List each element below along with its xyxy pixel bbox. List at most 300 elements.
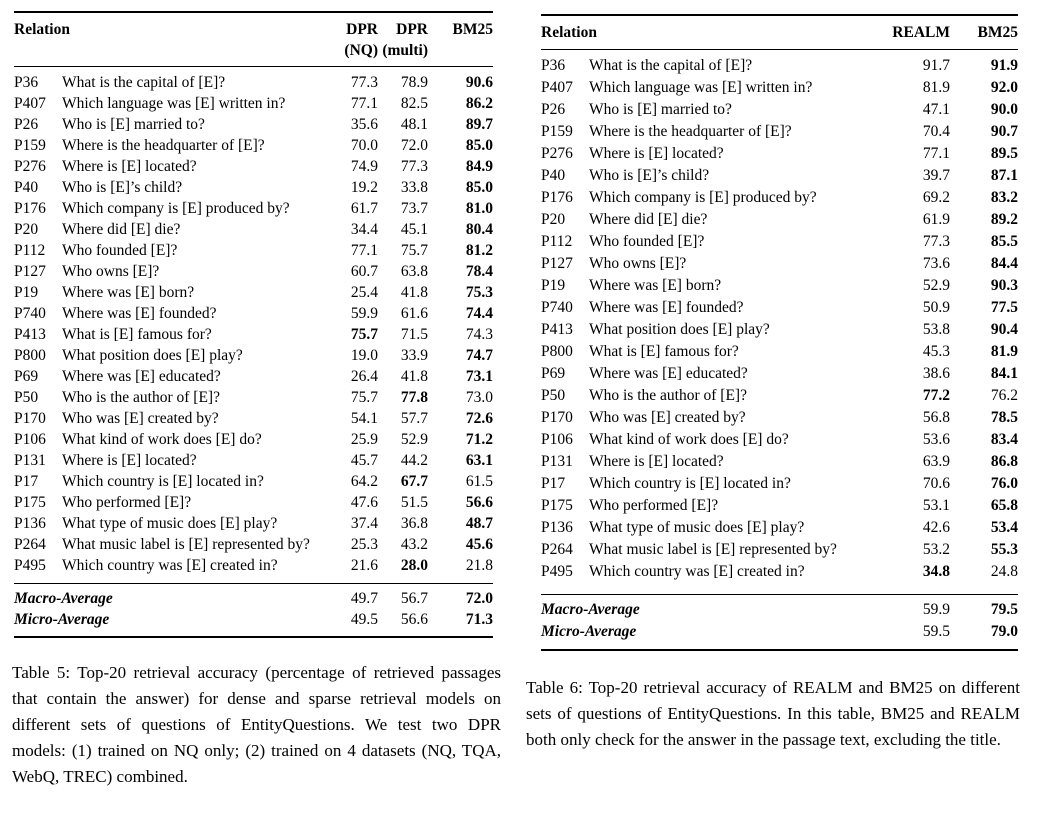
- score-value: 26.4: [350, 368, 378, 385]
- table-row: [14, 324, 493, 345]
- column-header-relation: [14, 12, 338, 67]
- relation-id: P413: [541, 321, 573, 338]
- score-value: 54.1: [350, 410, 378, 427]
- average-value: 56.7: [400, 590, 428, 607]
- question-template: Where is the headquarter of [E]?: [589, 123, 792, 140]
- table-row: [541, 165, 1018, 187]
- score-value: 77.3: [400, 158, 428, 175]
- score-value: 77.2: [922, 387, 950, 404]
- score-value: 82.5: [400, 95, 428, 112]
- score-value: 56.8: [922, 409, 950, 426]
- table-row: [14, 429, 493, 450]
- left-column: [12, 0, 501, 790]
- question-template: Where was [E] born?: [62, 284, 195, 301]
- table-row: [14, 93, 493, 114]
- score-value: 76.0: [990, 475, 1018, 492]
- score-value: 72.0: [400, 137, 428, 154]
- average-value: 59.5: [922, 623, 950, 640]
- question-template: Where was [E] founded?: [589, 299, 744, 316]
- relation-id: P127: [14, 263, 46, 280]
- relation-id: P800: [541, 343, 573, 360]
- question-template: Who is [E]’s child?: [589, 167, 710, 184]
- score-value: 48.7: [465, 515, 493, 532]
- question-template: What type of music does [E] play?: [62, 515, 278, 532]
- score-value: 77.3: [922, 233, 950, 250]
- score-value: 70.4: [922, 123, 950, 140]
- relation-id: P106: [14, 431, 46, 448]
- relation-id: P176: [541, 189, 573, 206]
- score-value: 90.7: [990, 123, 1018, 140]
- score-value: 84.9: [465, 158, 493, 175]
- score-value: 63.8: [400, 263, 428, 280]
- score-value: 45.6: [465, 536, 493, 553]
- table5-body: [14, 67, 493, 584]
- average-row: [541, 621, 1018, 650]
- score-value: 75.7: [350, 326, 378, 343]
- relation-id: P50: [541, 387, 566, 404]
- relation-id: P136: [14, 515, 46, 532]
- score-value: 34.4: [350, 221, 378, 238]
- relation-id: P36: [14, 74, 39, 91]
- question-template: Who owns [E]?: [589, 255, 687, 272]
- score-value: 86.2: [465, 95, 493, 112]
- relation-id: P264: [14, 536, 46, 553]
- relation-id: P131: [14, 452, 46, 469]
- table5-header: [14, 12, 493, 67]
- score-value: 89.2: [990, 211, 1018, 228]
- score-value: 85.0: [465, 179, 493, 196]
- table6-body: [541, 50, 1018, 595]
- table6-header: [541, 15, 1018, 50]
- score-value: 63.1: [465, 452, 493, 469]
- column-header-bm25: [428, 12, 493, 67]
- score-value: 70.0: [350, 137, 378, 154]
- average-value: 79.0: [990, 623, 1018, 640]
- score-value: 53.2: [922, 541, 950, 558]
- question-template: Where was [E] educated?: [62, 368, 221, 385]
- score-value: 52.9: [400, 431, 428, 448]
- average-value: 71.3: [465, 611, 493, 628]
- table-row: [541, 429, 1018, 451]
- score-value: 19.2: [350, 179, 378, 196]
- question-template: Where was [E] educated?: [589, 365, 748, 382]
- table-row: [541, 319, 1018, 341]
- score-value: 64.2: [350, 473, 378, 490]
- table-row: [14, 345, 493, 366]
- relation-id: P740: [541, 299, 573, 316]
- score-value: 77.1: [922, 145, 950, 162]
- average-row: [14, 584, 493, 610]
- score-value: 45.1: [400, 221, 428, 238]
- column-header-realm: [883, 15, 950, 50]
- score-value: 87.1: [990, 167, 1018, 184]
- average-label: Macro-Average: [541, 601, 640, 618]
- question-template: Which company is [E] produced by?: [62, 200, 290, 217]
- average-value: 56.6: [400, 611, 428, 628]
- relation-id: P159: [541, 123, 573, 140]
- relation-id: P495: [14, 557, 46, 574]
- table-row: [541, 539, 1018, 561]
- table-row: [541, 275, 1018, 297]
- score-value: 57.7: [400, 410, 428, 427]
- table-row: [541, 407, 1018, 429]
- relation-id: P19: [541, 277, 566, 294]
- relation-id: P276: [14, 158, 46, 175]
- table-row: [541, 341, 1018, 363]
- score-value: 56.6: [465, 494, 493, 511]
- header-row: [14, 12, 493, 67]
- relation-id: P176: [14, 200, 46, 217]
- score-value: 53.8: [922, 321, 950, 338]
- score-value: 24.8: [990, 563, 1018, 580]
- average-label: Micro-Average: [14, 611, 110, 628]
- table-row: [541, 209, 1018, 231]
- score-value: 89.5: [990, 145, 1018, 162]
- score-value: 59.9: [350, 305, 378, 322]
- score-value: 53.1: [922, 497, 950, 514]
- score-value: 34.8: [922, 563, 950, 580]
- question-template: Where is [E] located?: [62, 452, 197, 469]
- relation-id: P36: [541, 57, 566, 74]
- question-template: What type of music does [E] play?: [589, 519, 805, 536]
- table-row: [541, 517, 1018, 539]
- question-template: Which country was [E] created in?: [589, 563, 805, 580]
- table-row: [14, 450, 493, 471]
- question-template: Who is [E] married to?: [589, 101, 732, 118]
- table-row: [14, 261, 493, 282]
- table-row: [541, 297, 1018, 319]
- score-value: 25.9: [350, 431, 378, 448]
- score-value: 67.7: [400, 473, 428, 490]
- score-value: 86.8: [990, 453, 1018, 470]
- score-value: 75.3: [465, 284, 493, 301]
- question-template: Which country was [E] created in?: [62, 557, 278, 574]
- table6-averages: [541, 595, 1018, 651]
- score-value: 33.8: [400, 179, 428, 196]
- relation-id: P112: [14, 242, 46, 259]
- score-value: 61.5: [465, 473, 493, 490]
- question-template: What music label is [E] represented by?: [589, 541, 837, 558]
- table6-caption: Table 6: Top-20 retrieval accuracy of REALM and BM25 on different sets of questions of EntityQuestions. In this table, BM25 and REALM both only check for the answer in the passage text, excluding the title.: [526, 678, 1020, 749]
- table-row: [541, 363, 1018, 385]
- score-value: 80.4: [465, 221, 493, 238]
- score-value: 92.0: [990, 79, 1018, 96]
- relation-id: P127: [541, 255, 573, 272]
- score-value: 33.9: [400, 347, 428, 364]
- average-value: 49.5: [350, 611, 378, 628]
- average-value: 59.9: [922, 601, 950, 618]
- table-row: [14, 282, 493, 303]
- score-value: 25.3: [350, 536, 378, 553]
- table-row: [14, 408, 493, 429]
- table-row: [14, 534, 493, 555]
- relation-id: P131: [541, 453, 573, 470]
- score-value: 28.0: [400, 557, 428, 574]
- question-template: Who was [E] created by?: [62, 410, 219, 427]
- score-value: 77.5: [990, 299, 1018, 316]
- question-template: Which country is [E] located in?: [62, 473, 264, 490]
- score-value: 78.5: [990, 409, 1018, 426]
- score-value: 47.1: [922, 101, 950, 118]
- relation-id: P413: [14, 326, 46, 343]
- question-template: What is [E] famous for?: [62, 326, 212, 343]
- score-value: 41.8: [400, 284, 428, 301]
- table-row: [541, 121, 1018, 143]
- question-template: What kind of work does [E] do?: [62, 431, 262, 448]
- score-value: 78.4: [465, 263, 493, 280]
- relation-id: P136: [541, 519, 573, 536]
- relation-id: P112: [541, 233, 573, 250]
- score-value: 61.9: [922, 211, 950, 228]
- score-value: 50.9: [922, 299, 950, 316]
- score-value: 61.6: [400, 305, 428, 322]
- relation-id: P69: [14, 368, 39, 385]
- column-header-dpr-multi-line2: (multi): [382, 42, 428, 59]
- question-template: Who performed [E]?: [62, 494, 192, 511]
- question-template: What position does [E] play?: [589, 321, 770, 338]
- table-row: [541, 77, 1018, 99]
- question-template: What is [E] famous for?: [589, 343, 739, 360]
- relation-id: P276: [541, 145, 573, 162]
- score-value: 44.2: [400, 452, 428, 469]
- score-value: 47.6: [350, 494, 378, 511]
- score-value: 73.6: [922, 255, 950, 272]
- relation-id: P407: [541, 79, 573, 96]
- question-template: What is the capital of [E]?: [589, 57, 753, 74]
- score-value: 21.8: [465, 557, 493, 574]
- score-value: 75.7: [350, 389, 378, 406]
- relation-id: P40: [14, 179, 39, 196]
- question-template: Where did [E] die?: [589, 211, 708, 228]
- column-header-dpr-multi: [378, 12, 428, 67]
- column-header-relation-label: Relation: [541, 24, 597, 41]
- relation-id: P170: [541, 409, 573, 426]
- score-value: 21.6: [350, 557, 378, 574]
- score-value: 48.1: [400, 116, 428, 133]
- score-value: 90.4: [990, 321, 1018, 338]
- score-value: 72.6: [465, 410, 493, 427]
- question-template: What position does [E] play?: [62, 347, 243, 364]
- score-value: 74.3: [465, 326, 493, 343]
- score-value: 74.9: [350, 158, 378, 175]
- score-value: 45.7: [350, 452, 378, 469]
- column-header-relation-label: Relation: [14, 21, 70, 38]
- score-value: 53.6: [922, 431, 950, 448]
- table-row: [14, 135, 493, 156]
- table-row: [14, 303, 493, 324]
- column-header-bm25: [950, 15, 1018, 50]
- question-template: Who performed [E]?: [589, 497, 719, 514]
- question-template: What is the capital of [E]?: [62, 74, 226, 91]
- column-header-relation: [541, 15, 883, 50]
- header-row: [541, 15, 1018, 50]
- score-value: 90.0: [990, 101, 1018, 118]
- table-row: [541, 99, 1018, 121]
- question-template: Which language was [E] written in?: [589, 79, 813, 96]
- table-row: [541, 561, 1018, 595]
- question-template: Where was [E] born?: [589, 277, 722, 294]
- average-value: 49.7: [350, 590, 378, 607]
- score-value: 78.9: [400, 74, 428, 91]
- score-value: 73.1: [465, 368, 493, 385]
- table-row: [14, 492, 493, 513]
- table-row: [541, 187, 1018, 209]
- question-template: Where is [E] located?: [62, 158, 197, 175]
- score-value: 63.9: [922, 453, 950, 470]
- table-row: [14, 219, 493, 240]
- score-value: 71.2: [465, 431, 493, 448]
- question-template: Where is [E] located?: [589, 453, 724, 470]
- table-row: [14, 471, 493, 492]
- right-column: [526, 0, 1020, 753]
- column-header-dpr-multi-line1: DPR: [396, 21, 428, 38]
- score-value: 51.5: [400, 494, 428, 511]
- score-value: 85.5: [990, 233, 1018, 250]
- score-value: 73.0: [465, 389, 493, 406]
- score-value: 70.6: [922, 475, 950, 492]
- table-row: [14, 67, 493, 94]
- relation-id: P69: [541, 365, 566, 382]
- score-value: 74.7: [465, 347, 493, 364]
- average-value: 72.0: [465, 590, 493, 607]
- score-value: 77.1: [350, 95, 378, 112]
- score-value: 76.2: [990, 387, 1018, 404]
- table-row: [14, 240, 493, 261]
- relation-id: P50: [14, 389, 39, 406]
- table-row: [14, 177, 493, 198]
- relation-id: P20: [14, 221, 39, 238]
- score-value: 69.2: [922, 189, 950, 206]
- average-label: Macro-Average: [14, 590, 113, 607]
- score-value: 38.6: [922, 365, 950, 382]
- relation-id: P407: [14, 95, 46, 112]
- score-value: 74.4: [465, 305, 493, 322]
- score-value: 81.2: [465, 242, 493, 259]
- relation-id: P175: [14, 494, 46, 511]
- question-template: Who is the author of [E]?: [589, 387, 747, 404]
- score-value: 39.7: [922, 167, 950, 184]
- question-template: Who is the author of [E]?: [62, 389, 220, 406]
- relation-id: P17: [14, 473, 39, 490]
- column-header-dpr-nq-line2: (NQ): [344, 42, 378, 59]
- table-row: [14, 198, 493, 219]
- table-row: [541, 253, 1018, 275]
- question-template: Which company is [E] produced by?: [589, 189, 817, 206]
- relation-id: P159: [14, 137, 46, 154]
- score-value: 81.9: [922, 79, 950, 96]
- question-template: Who is [E] married to?: [62, 116, 205, 133]
- relation-id: P26: [14, 116, 39, 133]
- question-template: Who founded [E]?: [589, 233, 705, 250]
- question-template: Who owns [E]?: [62, 263, 160, 280]
- score-value: 84.1: [990, 365, 1018, 382]
- relation-id: P495: [541, 563, 573, 580]
- score-value: 90.3: [990, 277, 1018, 294]
- score-value: 83.2: [990, 189, 1018, 206]
- relation-id: P20: [541, 211, 566, 228]
- average-label: Micro-Average: [541, 623, 637, 640]
- relation-id: P264: [541, 541, 573, 558]
- column-header-dpr-nq: [338, 12, 378, 67]
- score-value: 77.1: [350, 242, 378, 259]
- relation-id: P740: [14, 305, 46, 322]
- table-row: [541, 385, 1018, 407]
- relation-id: P17: [541, 475, 566, 492]
- relation-id: P170: [14, 410, 46, 427]
- table-row: [541, 50, 1018, 78]
- score-value: 81.0: [465, 200, 493, 217]
- score-value: 41.8: [400, 368, 428, 385]
- score-value: 53.4: [990, 519, 1018, 536]
- column-header-realm-label: REALM: [892, 24, 950, 41]
- question-template: Who was [E] created by?: [589, 409, 746, 426]
- table5-caption: Table 5: Top-20 retrieval accuracy (percentage of retrieved passages that contain the answer) for dense and sparse retrieval models on different sets of questions of EntityQuestions. We test two DPR models: (1) trained on NQ only; (2) trained on 4 datasets (NQ, TQA, WebQ, TREC) combined.: [12, 663, 501, 786]
- table-row: [14, 114, 493, 135]
- question-template: Which country is [E] located in?: [589, 475, 791, 492]
- score-value: 45.3: [922, 343, 950, 360]
- score-value: 77.8: [400, 389, 428, 406]
- table-row: [14, 387, 493, 408]
- score-value: 55.3: [990, 541, 1018, 558]
- score-value: 36.8: [400, 515, 428, 532]
- table-row: [14, 156, 493, 177]
- score-value: 37.4: [350, 515, 378, 532]
- question-template: Who founded [E]?: [62, 242, 178, 259]
- score-value: 83.4: [990, 431, 1018, 448]
- score-value: 75.7: [400, 242, 428, 259]
- question-template: Where did [E] die?: [62, 221, 181, 238]
- score-value: 52.9: [922, 277, 950, 294]
- relation-id: P175: [541, 497, 573, 514]
- table-row: [541, 451, 1018, 473]
- table-row: [541, 495, 1018, 517]
- score-value: 60.7: [350, 263, 378, 280]
- average-row: [14, 609, 493, 637]
- score-value: 61.7: [350, 200, 378, 217]
- score-value: 25.4: [350, 284, 378, 301]
- score-value: 71.5: [400, 326, 428, 343]
- score-value: 35.6: [350, 116, 378, 133]
- score-value: 84.4: [990, 255, 1018, 272]
- relation-id: P40: [541, 167, 566, 184]
- score-value: 19.0: [350, 347, 378, 364]
- average-value: 79.5: [990, 601, 1018, 618]
- column-header-bm25-label: BM25: [452, 21, 493, 38]
- table-row: [14, 366, 493, 387]
- score-value: 73.7: [400, 200, 428, 217]
- table5-averages: [14, 584, 493, 638]
- score-value: 91.7: [922, 57, 950, 74]
- score-value: 42.6: [922, 519, 950, 536]
- score-value: 85.0: [465, 137, 493, 154]
- question-template: Which language was [E] written in?: [62, 95, 286, 112]
- question-template: Who is [E]’s child?: [62, 179, 183, 196]
- table-row: [14, 555, 493, 584]
- relation-id: P106: [541, 431, 573, 448]
- average-row: [541, 595, 1018, 622]
- relation-id: P26: [541, 101, 566, 118]
- column-header-dpr-nq-line1: DPR: [346, 21, 378, 38]
- score-value: 65.8: [990, 497, 1018, 514]
- score-value: 90.6: [465, 74, 493, 91]
- score-value: 91.9: [990, 57, 1018, 74]
- table-row: [541, 231, 1018, 253]
- question-template: What kind of work does [E] do?: [589, 431, 789, 448]
- question-template: Where is the headquarter of [E]?: [62, 137, 265, 154]
- table-row: [541, 143, 1018, 165]
- relation-id: P800: [14, 347, 46, 364]
- question-template: Where is [E] located?: [589, 145, 724, 162]
